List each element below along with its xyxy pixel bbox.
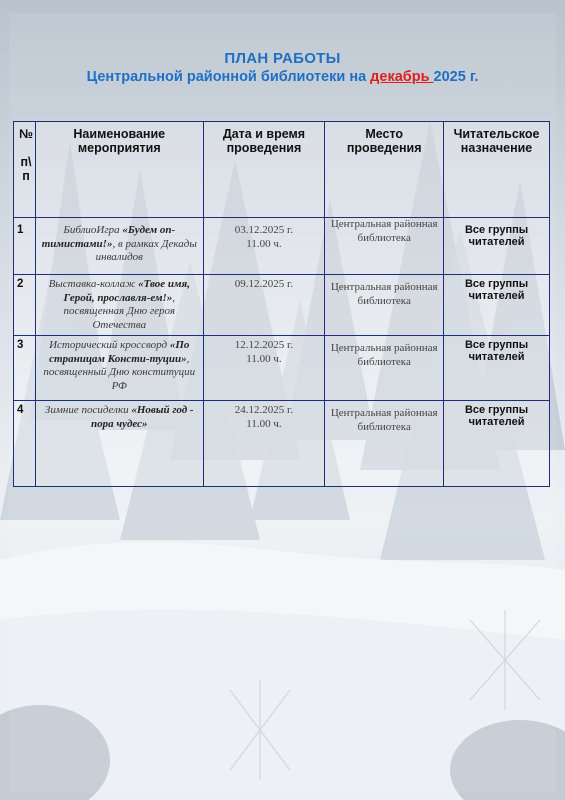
event-name: БиблиоИгра «Будем оп-тимистами!», в рамках Декады инвалидов	[35, 218, 203, 275]
event-audience: Все группы читателей	[444, 401, 550, 487]
event-datetime: 24.12.2025 г. 11.00 ч.	[203, 401, 325, 487]
header-place: Место проведения	[325, 122, 444, 218]
subtitle-prefix: Центральной районной библиотеки на	[86, 69, 371, 85]
event-name: Исторический кроссворд «По страницам Консти-туции», посвященный Дню конституции РФ	[35, 336, 203, 401]
table-row	[14, 401, 550, 487]
page-subtitle	[0, 68, 565, 86]
header-number: № п\ п	[14, 122, 36, 218]
events-table	[13, 121, 550, 487]
event-audience: Все группы читателей	[444, 336, 550, 401]
row-number: 3	[14, 336, 36, 401]
subtitle-month: декабрь	[370, 69, 434, 85]
table-row	[14, 218, 550, 275]
header-date: Дата и время проведения	[203, 122, 325, 218]
table-row	[14, 275, 550, 336]
header-event: Наименование мероприятия	[35, 122, 203, 218]
header-audience: Читательское назначение	[444, 122, 550, 218]
event-name: Выставка-коллаж «Твое имя, Герой, прославля-ем!», посвященная Дню героя Отечества	[35, 275, 203, 336]
row-number: 1	[14, 218, 36, 275]
event-audience: Все группы читателей	[444, 218, 550, 275]
event-datetime: 12.12.2025 г. 11.00 ч.	[203, 336, 325, 401]
event-place: Центральная районная библиотека	[325, 275, 444, 336]
event-place: Центральная районная библиотека	[325, 218, 444, 275]
event-datetime: 03.12.2025 г. 11.00 ч.	[203, 218, 325, 275]
page-header	[0, 50, 565, 86]
table-row	[14, 336, 550, 401]
event-place: Центральная районная библиотека	[325, 401, 444, 487]
subtitle-year: 2025 г.	[433, 69, 479, 85]
page-title: ПЛАН РАБОТЫ	[224, 50, 341, 67]
event-place: Центральная районная библиотека	[325, 336, 444, 401]
event-name: Зимние посиделки «Новый год - пора чудес»	[35, 401, 203, 487]
event-datetime: 09.12.2025 г.	[203, 275, 325, 336]
event-audience: Все группы читателей	[444, 275, 550, 336]
table-header-row	[14, 122, 550, 218]
row-number: 4	[14, 401, 36, 487]
row-number: 2	[14, 275, 36, 336]
